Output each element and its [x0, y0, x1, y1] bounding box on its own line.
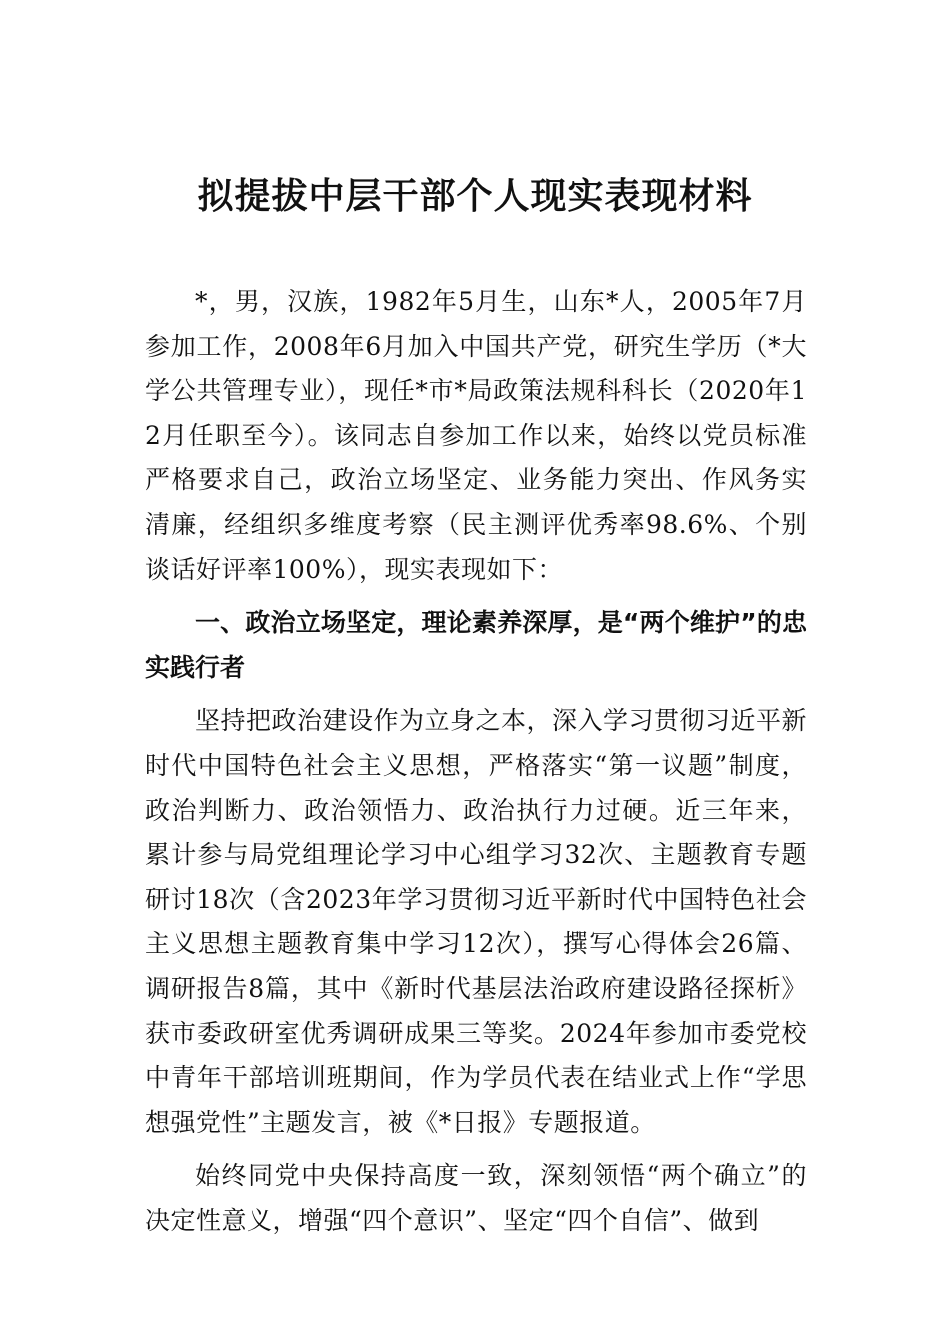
document-title: 拟提拔中层干部个人现实表现材料 — [197, 175, 753, 217]
section-heading: 一、政治立场坚定，理论素养深厚，是“两个维护”的忠实践行者 — [145, 608, 807, 682]
body-paragraph: 始终同党中央保持高度一致，深刻领悟“两个确立”的决定性意义，增强“四个意识”、坚定“四个自信”、做到 — [145, 1161, 807, 1235]
intro-paragraph: *，男，汉族，1982年5月生，山东*人，2005年7月参加工作，2008年6月加入中国共产党，研究生学历（*大学公共管理专业），现任*市*局政策法规科科长（2020年12月任职至今）。该同志自参加工作以来，始终以党员标准严格要求自己，政治立场坚定、业务能力突出、作风务实清廉，经组织多维度考察（民主测评优秀率98.6%、个别谈话好评率100%），现实表现如下： — [145, 287, 807, 584]
body-paragraph: 坚持把政治建设作为立身之本，深入学习贯彻习近平新时代中国特色社会主义思想，严格落实“第一议题”制度，政治判断力、政治领悟力、政治执行力过硬。近三年来，累计参与局党组理论学习中心组学习32次、主题教育专题研讨18次（含2023年学习贯彻习近平新时代中国特色社会主义思想主题教育集中学习12次），撰写心得体会26篇、调研报告8篇，其中《新时代基层法治政府建设路径探析》获市委政研室优秀调研成果三等奖。2024年参加市委党校中青年干部培训班期间，作为学员代表在结业式上作“学思想强党性”主题发言，被《*日报》专题报道。 — [145, 706, 808, 1137]
document-body — [145, 280, 807, 1243]
